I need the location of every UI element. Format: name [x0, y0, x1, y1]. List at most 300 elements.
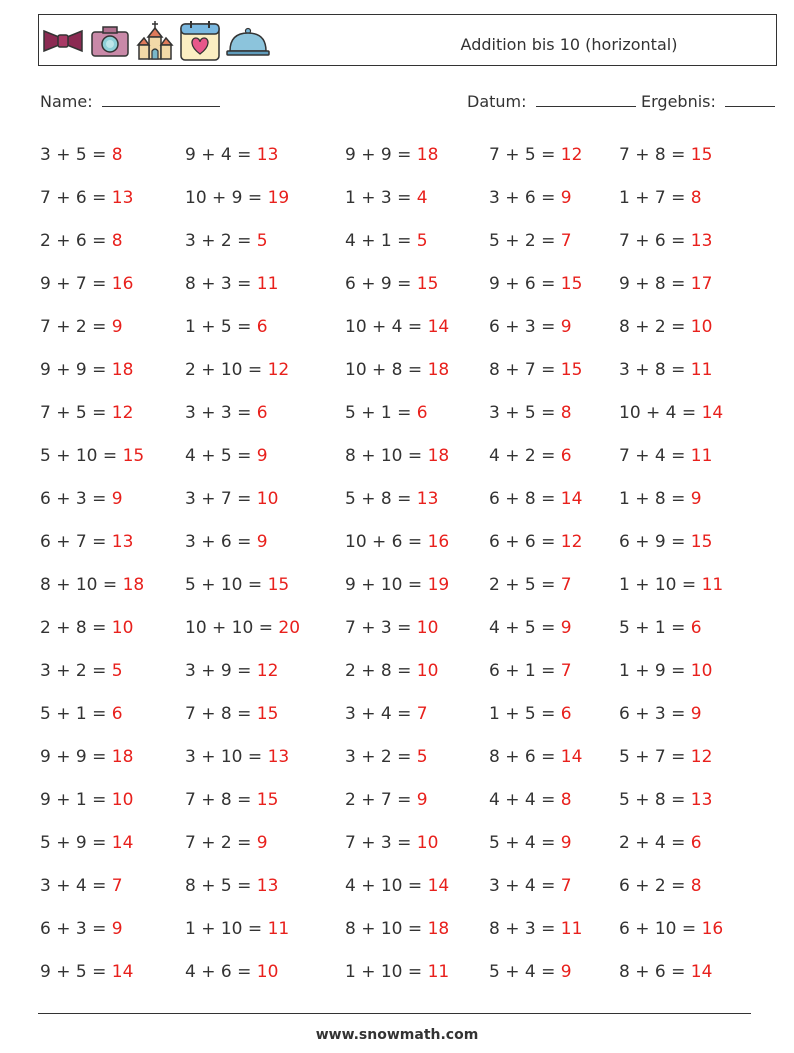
exercise-item	[185, 828, 268, 858]
exercise-answer: 9	[111, 919, 123, 939]
exercise-row	[40, 441, 780, 484]
exercise-item	[185, 226, 268, 256]
exercise-question: 10 + 9 =	[185, 188, 263, 208]
exercise-question: 5 + 1 =	[40, 704, 107, 724]
exercise-question: 6 + 9 =	[345, 274, 412, 294]
exercise-item	[489, 828, 572, 858]
exercise-answer: 9	[256, 532, 268, 552]
exercise-question: 2 + 10 =	[185, 360, 263, 380]
exercise-item	[345, 699, 428, 729]
exercise-answer: 11	[427, 962, 450, 982]
exercise-question: 5 + 1 =	[345, 403, 412, 423]
exercise-answer: 7	[111, 876, 123, 896]
exercise-answer: 5	[416, 747, 428, 767]
exercise-item	[345, 656, 438, 686]
exercise-item	[489, 613, 572, 643]
exercise-row	[40, 269, 780, 312]
exercise-answer: 6	[690, 618, 702, 638]
exercise-item	[345, 355, 449, 385]
exercise-question: 5 + 4 =	[489, 962, 556, 982]
exercise-item	[185, 656, 278, 686]
exercise-item	[345, 828, 438, 858]
exercise-question: 4 + 6 =	[185, 962, 252, 982]
exercise-answer: 10	[416, 661, 439, 681]
exercise-question: 5 + 1 =	[619, 618, 686, 638]
exercise-answer: 12	[560, 145, 583, 165]
exercise-question: 6 + 2 =	[619, 876, 686, 896]
exercise-answer: 19	[427, 575, 450, 595]
exercise-row	[40, 613, 780, 656]
exercise-question: 6 + 1 =	[489, 661, 556, 681]
exercise-question: 6 + 3 =	[489, 317, 556, 337]
exercise-answer: 16	[111, 274, 134, 294]
exercise-question: 1 + 10 =	[619, 575, 697, 595]
exercise-answer: 10	[111, 618, 134, 638]
exercise-answer: 14	[111, 962, 134, 982]
exercise-answer: 13	[416, 489, 439, 509]
exercise-item	[489, 441, 572, 471]
exercise-question: 7 + 3 =	[345, 618, 412, 638]
exercise-item	[40, 957, 133, 987]
exercise-answer: 14	[111, 833, 134, 853]
exercise-answer: 8	[560, 790, 572, 810]
exercise-item	[619, 527, 712, 557]
exercise-item	[345, 312, 449, 342]
exercise-question: 3 + 9 =	[185, 661, 252, 681]
exercise-answer: 15	[560, 274, 583, 294]
exercise-question: 7 + 5 =	[40, 403, 107, 423]
exercise-question: 7 + 8 =	[619, 145, 686, 165]
exercise-answer: 8	[690, 876, 702, 896]
date-line[interactable]	[536, 92, 636, 107]
exercise-answer: 18	[427, 919, 450, 939]
exercise-item	[185, 140, 278, 170]
exercise-item	[489, 656, 572, 686]
exercise-item	[40, 484, 123, 514]
exercise-item	[345, 914, 449, 944]
exercise-row	[40, 957, 780, 1000]
exercise-question: 8 + 10 =	[40, 575, 118, 595]
exercise-row	[40, 699, 780, 742]
exercise-question: 2 + 6 =	[40, 231, 107, 251]
exercise-item	[345, 742, 428, 772]
exercise-answer: 16	[427, 532, 450, 552]
page-title: Addition bis 10 (horizontal)	[460, 35, 678, 54]
exercise-question: 8 + 3 =	[489, 919, 556, 939]
exercise-item	[185, 183, 289, 213]
exercise-item	[489, 355, 582, 385]
exercise-item	[40, 527, 133, 557]
exercise-item	[619, 914, 723, 944]
exercise-answer: 8	[560, 403, 572, 423]
exercise-question: 7 + 6 =	[40, 188, 107, 208]
exercise-question: 3 + 3 =	[185, 403, 252, 423]
exercise-question: 3 + 7 =	[185, 489, 252, 509]
exercise-question: 9 + 9 =	[40, 747, 107, 767]
exercise-question: 9 + 8 =	[619, 274, 686, 294]
exercise-row	[40, 355, 780, 398]
exercise-answer: 10	[690, 317, 713, 337]
exercise-item	[619, 613, 702, 643]
exercise-row	[40, 570, 780, 613]
exercise-question: 7 + 8 =	[185, 790, 252, 810]
exercise-answer: 9	[690, 489, 702, 509]
exercise-answer: 19	[267, 188, 290, 208]
exercise-item	[185, 613, 300, 643]
exercise-answer: 9	[416, 790, 428, 810]
exercise-question: 2 + 5 =	[489, 575, 556, 595]
exercise-answer: 8	[111, 145, 123, 165]
exercise-answer: 6	[690, 833, 702, 853]
date-label: Datum:	[467, 92, 527, 111]
exercise-question: 7 + 3 =	[345, 833, 412, 853]
exercise-answer: 13	[256, 876, 279, 896]
exercise-question: 10 + 6 =	[345, 532, 423, 552]
exercise-question: 8 + 3 =	[185, 274, 252, 294]
exercise-item	[619, 355, 712, 385]
exercise-answer: 20	[278, 618, 301, 638]
exercise-question: 6 + 3 =	[40, 489, 107, 509]
exercise-item	[40, 312, 123, 342]
exercise-item	[619, 226, 712, 256]
exercise-item	[345, 226, 428, 256]
footer-url: www.snowmath.com	[315, 1027, 479, 1043]
exercise-item	[619, 828, 702, 858]
exercise-item	[345, 269, 438, 299]
exercise-question: 6 + 7 =	[40, 532, 107, 552]
exercise-answer: 12	[111, 403, 134, 423]
exercise-answer: 12	[267, 360, 290, 380]
exercise-answer: 6	[560, 446, 572, 466]
exercise-question: 1 + 7 =	[619, 188, 686, 208]
exercise-answer: 5	[111, 661, 123, 681]
exercise-answer: 14	[427, 876, 450, 896]
exercise-answer: 9	[256, 833, 268, 853]
exercise-answer: 15	[560, 360, 583, 380]
exercise-item	[40, 398, 133, 428]
exercise-question: 1 + 3 =	[345, 188, 412, 208]
exercise-question: 9 + 5 =	[40, 962, 107, 982]
exercise-question: 5 + 8 =	[619, 790, 686, 810]
exercise-item	[185, 269, 278, 299]
exercise-row	[40, 183, 780, 226]
exercise-question: 8 + 7 =	[489, 360, 556, 380]
header-icons	[41, 19, 271, 63]
exercise-question: 8 + 10 =	[345, 919, 423, 939]
exercise-question: 1 + 10 =	[185, 919, 263, 939]
exercise-answer: 9	[560, 962, 572, 982]
exercise-item	[489, 269, 582, 299]
exercise-question: 3 + 10 =	[185, 747, 263, 767]
camera-icon	[89, 21, 131, 61]
exercise-answer: 10	[416, 618, 439, 638]
exercise-question: 4 + 4 =	[489, 790, 556, 810]
exercise-answer: 6	[560, 704, 572, 724]
exercise-item	[185, 312, 268, 342]
church-icon	[135, 19, 175, 63]
exercise-item	[40, 226, 123, 256]
exercise-question: 6 + 6 =	[489, 532, 556, 552]
exercise-question: 7 + 4 =	[619, 446, 686, 466]
exercise-item	[185, 570, 289, 600]
exercise-answer: 11	[256, 274, 279, 294]
exercise-answer: 8	[111, 231, 123, 251]
exercise-item	[619, 441, 712, 471]
exercise-answer: 18	[122, 575, 145, 595]
exercise-question: 4 + 5 =	[185, 446, 252, 466]
exercise-question: 10 + 4 =	[345, 317, 423, 337]
exercise-item	[489, 785, 572, 815]
exercise-answer: 14	[690, 962, 713, 982]
exercise-question: 9 + 1 =	[40, 790, 107, 810]
exercise-item	[345, 441, 449, 471]
exercise-question: 1 + 8 =	[619, 489, 686, 509]
exercise-question: 2 + 4 =	[619, 833, 686, 853]
exercise-item	[345, 570, 449, 600]
exercise-question: 8 + 2 =	[619, 317, 686, 337]
exercise-item	[185, 699, 278, 729]
exercise-question: 5 + 10 =	[40, 446, 118, 466]
exercise-item	[489, 570, 572, 600]
exercise-item	[40, 828, 133, 858]
exercise-item	[345, 785, 428, 815]
food-cloche-icon	[225, 21, 271, 61]
exercise-question: 10 + 10 =	[185, 618, 273, 638]
exercise-answer: 15	[267, 575, 290, 595]
exercise-answer: 9	[690, 704, 702, 724]
exercise-item	[185, 441, 268, 471]
exercise-item	[40, 914, 123, 944]
exercise-row	[40, 656, 780, 699]
exercise-row	[40, 914, 780, 957]
exercise-question: 4 + 2 =	[489, 446, 556, 466]
exercise-answer: 14	[560, 747, 583, 767]
exercise-item	[619, 699, 702, 729]
exercise-row	[40, 785, 780, 828]
exercise-item	[40, 441, 144, 471]
name-line[interactable]	[102, 92, 220, 107]
exercise-answer: 15	[690, 532, 713, 552]
exercise-question: 2 + 8 =	[40, 618, 107, 638]
exercise-item	[619, 570, 723, 600]
exercise-item	[619, 484, 702, 514]
exercise-item	[40, 183, 133, 213]
exercise-item	[185, 914, 289, 944]
exercise-item	[40, 742, 133, 772]
exercise-question: 6 + 3 =	[40, 919, 107, 939]
exercise-answer: 15	[122, 446, 145, 466]
exercise-question: 7 + 5 =	[489, 145, 556, 165]
exercise-item	[489, 957, 572, 987]
exercise-item	[619, 742, 712, 772]
exercise-answer: 18	[427, 360, 450, 380]
result-field[interactable]	[641, 92, 775, 111]
exercise-answer: 14	[427, 317, 450, 337]
exercise-question: 9 + 9 =	[40, 360, 107, 380]
exercise-item	[40, 656, 123, 686]
exercise-item	[619, 398, 723, 428]
exercise-item	[619, 656, 712, 686]
exercise-item	[40, 355, 133, 385]
exercise-answer: 15	[256, 704, 279, 724]
exercise-item	[345, 398, 428, 428]
exercise-answer: 7	[560, 661, 572, 681]
exercise-question: 2 + 8 =	[345, 661, 412, 681]
exercise-answer: 13	[111, 532, 134, 552]
footer-divider	[38, 1013, 751, 1014]
exercise-answer: 6	[256, 403, 268, 423]
exercise-answer: 10	[416, 833, 439, 853]
exercise-item	[489, 312, 572, 342]
exercise-answer: 4	[416, 188, 428, 208]
exercise-question: 4 + 10 =	[345, 876, 423, 896]
exercise-question: 3 + 5 =	[40, 145, 107, 165]
result-label: Ergebnis:	[641, 92, 716, 111]
exercise-answer: 15	[416, 274, 439, 294]
exercise-item	[489, 699, 572, 729]
exercise-answer: 12	[256, 661, 279, 681]
exercise-item	[489, 484, 582, 514]
exercise-item	[40, 269, 133, 299]
exercise-answer: 15	[690, 145, 713, 165]
exercise-question: 7 + 6 =	[619, 231, 686, 251]
exercise-question: 9 + 7 =	[40, 274, 107, 294]
exercise-answer: 7	[560, 231, 572, 251]
exercise-item	[40, 140, 123, 170]
exercise-question: 5 + 4 =	[489, 833, 556, 853]
exercise-question: 10 + 8 =	[345, 360, 423, 380]
exercise-item	[489, 914, 582, 944]
exercise-question: 1 + 5 =	[185, 317, 252, 337]
exercise-answer: 6	[111, 704, 123, 724]
exercise-answer: 9	[111, 489, 123, 509]
exercise-item	[185, 871, 278, 901]
exercise-answer: 9	[111, 317, 123, 337]
exercise-row	[40, 312, 780, 355]
exercise-item	[489, 226, 572, 256]
exercise-answer: 9	[560, 317, 572, 337]
exercise-question: 6 + 10 =	[619, 919, 697, 939]
exercise-item	[185, 355, 289, 385]
exercise-row	[40, 484, 780, 527]
exercise-question: 7 + 2 =	[40, 317, 107, 337]
exercise-question: 5 + 9 =	[40, 833, 107, 853]
exercise-answer: 9	[256, 446, 268, 466]
exercise-question: 3 + 4 =	[345, 704, 412, 724]
exercise-question: 4 + 5 =	[489, 618, 556, 638]
exercise-item	[185, 484, 278, 514]
exercise-item	[619, 183, 702, 213]
exercise-question: 2 + 7 =	[345, 790, 412, 810]
result-line[interactable]	[725, 92, 775, 107]
date-field[interactable]	[467, 92, 636, 111]
exercise-answer: 11	[701, 575, 724, 595]
exercise-item	[40, 871, 123, 901]
exercise-answer: 14	[701, 403, 724, 423]
exercise-row	[40, 527, 780, 570]
exercise-item	[185, 742, 289, 772]
exercise-answer: 9	[560, 833, 572, 853]
exercise-question: 3 + 4 =	[489, 876, 556, 896]
calendar-heart-icon	[179, 19, 221, 63]
exercise-answer: 12	[560, 532, 583, 552]
exercise-item	[345, 613, 438, 643]
exercise-question: 3 + 5 =	[489, 403, 556, 423]
exercise-item	[40, 785, 133, 815]
name-field[interactable]	[40, 92, 220, 111]
header-box	[38, 14, 777, 66]
exercise-question: 6 + 8 =	[489, 489, 556, 509]
exercise-item	[345, 871, 449, 901]
exercise-row	[40, 828, 780, 871]
exercise-item	[345, 484, 438, 514]
exercise-answer: 7	[416, 704, 428, 724]
exercise-question: 6 + 9 =	[619, 532, 686, 552]
exercise-answer: 18	[111, 747, 134, 767]
exercise-question: 8 + 10 =	[345, 446, 423, 466]
exercise-item	[185, 785, 278, 815]
exercise-item	[619, 269, 712, 299]
exercise-question: 3 + 2 =	[185, 231, 252, 251]
exercise-answer: 8	[690, 188, 702, 208]
exercise-item	[345, 957, 449, 987]
exercise-question: 8 + 5 =	[185, 876, 252, 896]
exercise-item	[489, 140, 582, 170]
exercise-answer: 7	[560, 575, 572, 595]
exercise-item	[40, 699, 123, 729]
exercise-answer: 11	[690, 360, 713, 380]
exercise-answer: 13	[267, 747, 290, 767]
exercise-answer: 10	[256, 962, 279, 982]
exercise-question: 7 + 2 =	[185, 833, 252, 853]
exercise-question: 9 + 6 =	[489, 274, 556, 294]
exercise-item	[185, 398, 268, 428]
exercise-question: 5 + 2 =	[489, 231, 556, 251]
exercise-question: 8 + 6 =	[619, 962, 686, 982]
exercise-answer: 10	[111, 790, 134, 810]
exercise-answer: 18	[427, 446, 450, 466]
exercise-question: 7 + 8 =	[185, 704, 252, 724]
exercise-question: 3 + 2 =	[345, 747, 412, 767]
exercise-row	[40, 742, 780, 785]
exercise-answer: 13	[256, 145, 279, 165]
exercise-question: 1 + 9 =	[619, 661, 686, 681]
exercise-item	[489, 398, 572, 428]
bow-tie-icon	[41, 21, 85, 61]
exercise-answer: 11	[267, 919, 290, 939]
exercise-item	[345, 527, 449, 557]
exercise-question: 1 + 10 =	[345, 962, 423, 982]
exercise-question: 3 + 2 =	[40, 661, 107, 681]
exercise-answer: 6	[416, 403, 428, 423]
exercise-item	[489, 527, 582, 557]
exercise-answer: 5	[256, 231, 268, 251]
exercise-question: 1 + 5 =	[489, 704, 556, 724]
exercise-question: 4 + 1 =	[345, 231, 412, 251]
exercise-answer: 11	[560, 919, 583, 939]
exercise-question: 3 + 8 =	[619, 360, 686, 380]
exercise-answer: 18	[416, 145, 439, 165]
exercise-grid	[40, 140, 780, 1000]
exercise-answer: 6	[256, 317, 268, 337]
exercise-answer: 5	[416, 231, 428, 251]
exercise-question: 9 + 4 =	[185, 145, 252, 165]
exercise-answer: 18	[111, 360, 134, 380]
exercise-item	[489, 742, 582, 772]
exercise-answer: 12	[690, 747, 713, 767]
exercise-question: 5 + 7 =	[619, 747, 686, 767]
exercise-question: 3 + 6 =	[185, 532, 252, 552]
